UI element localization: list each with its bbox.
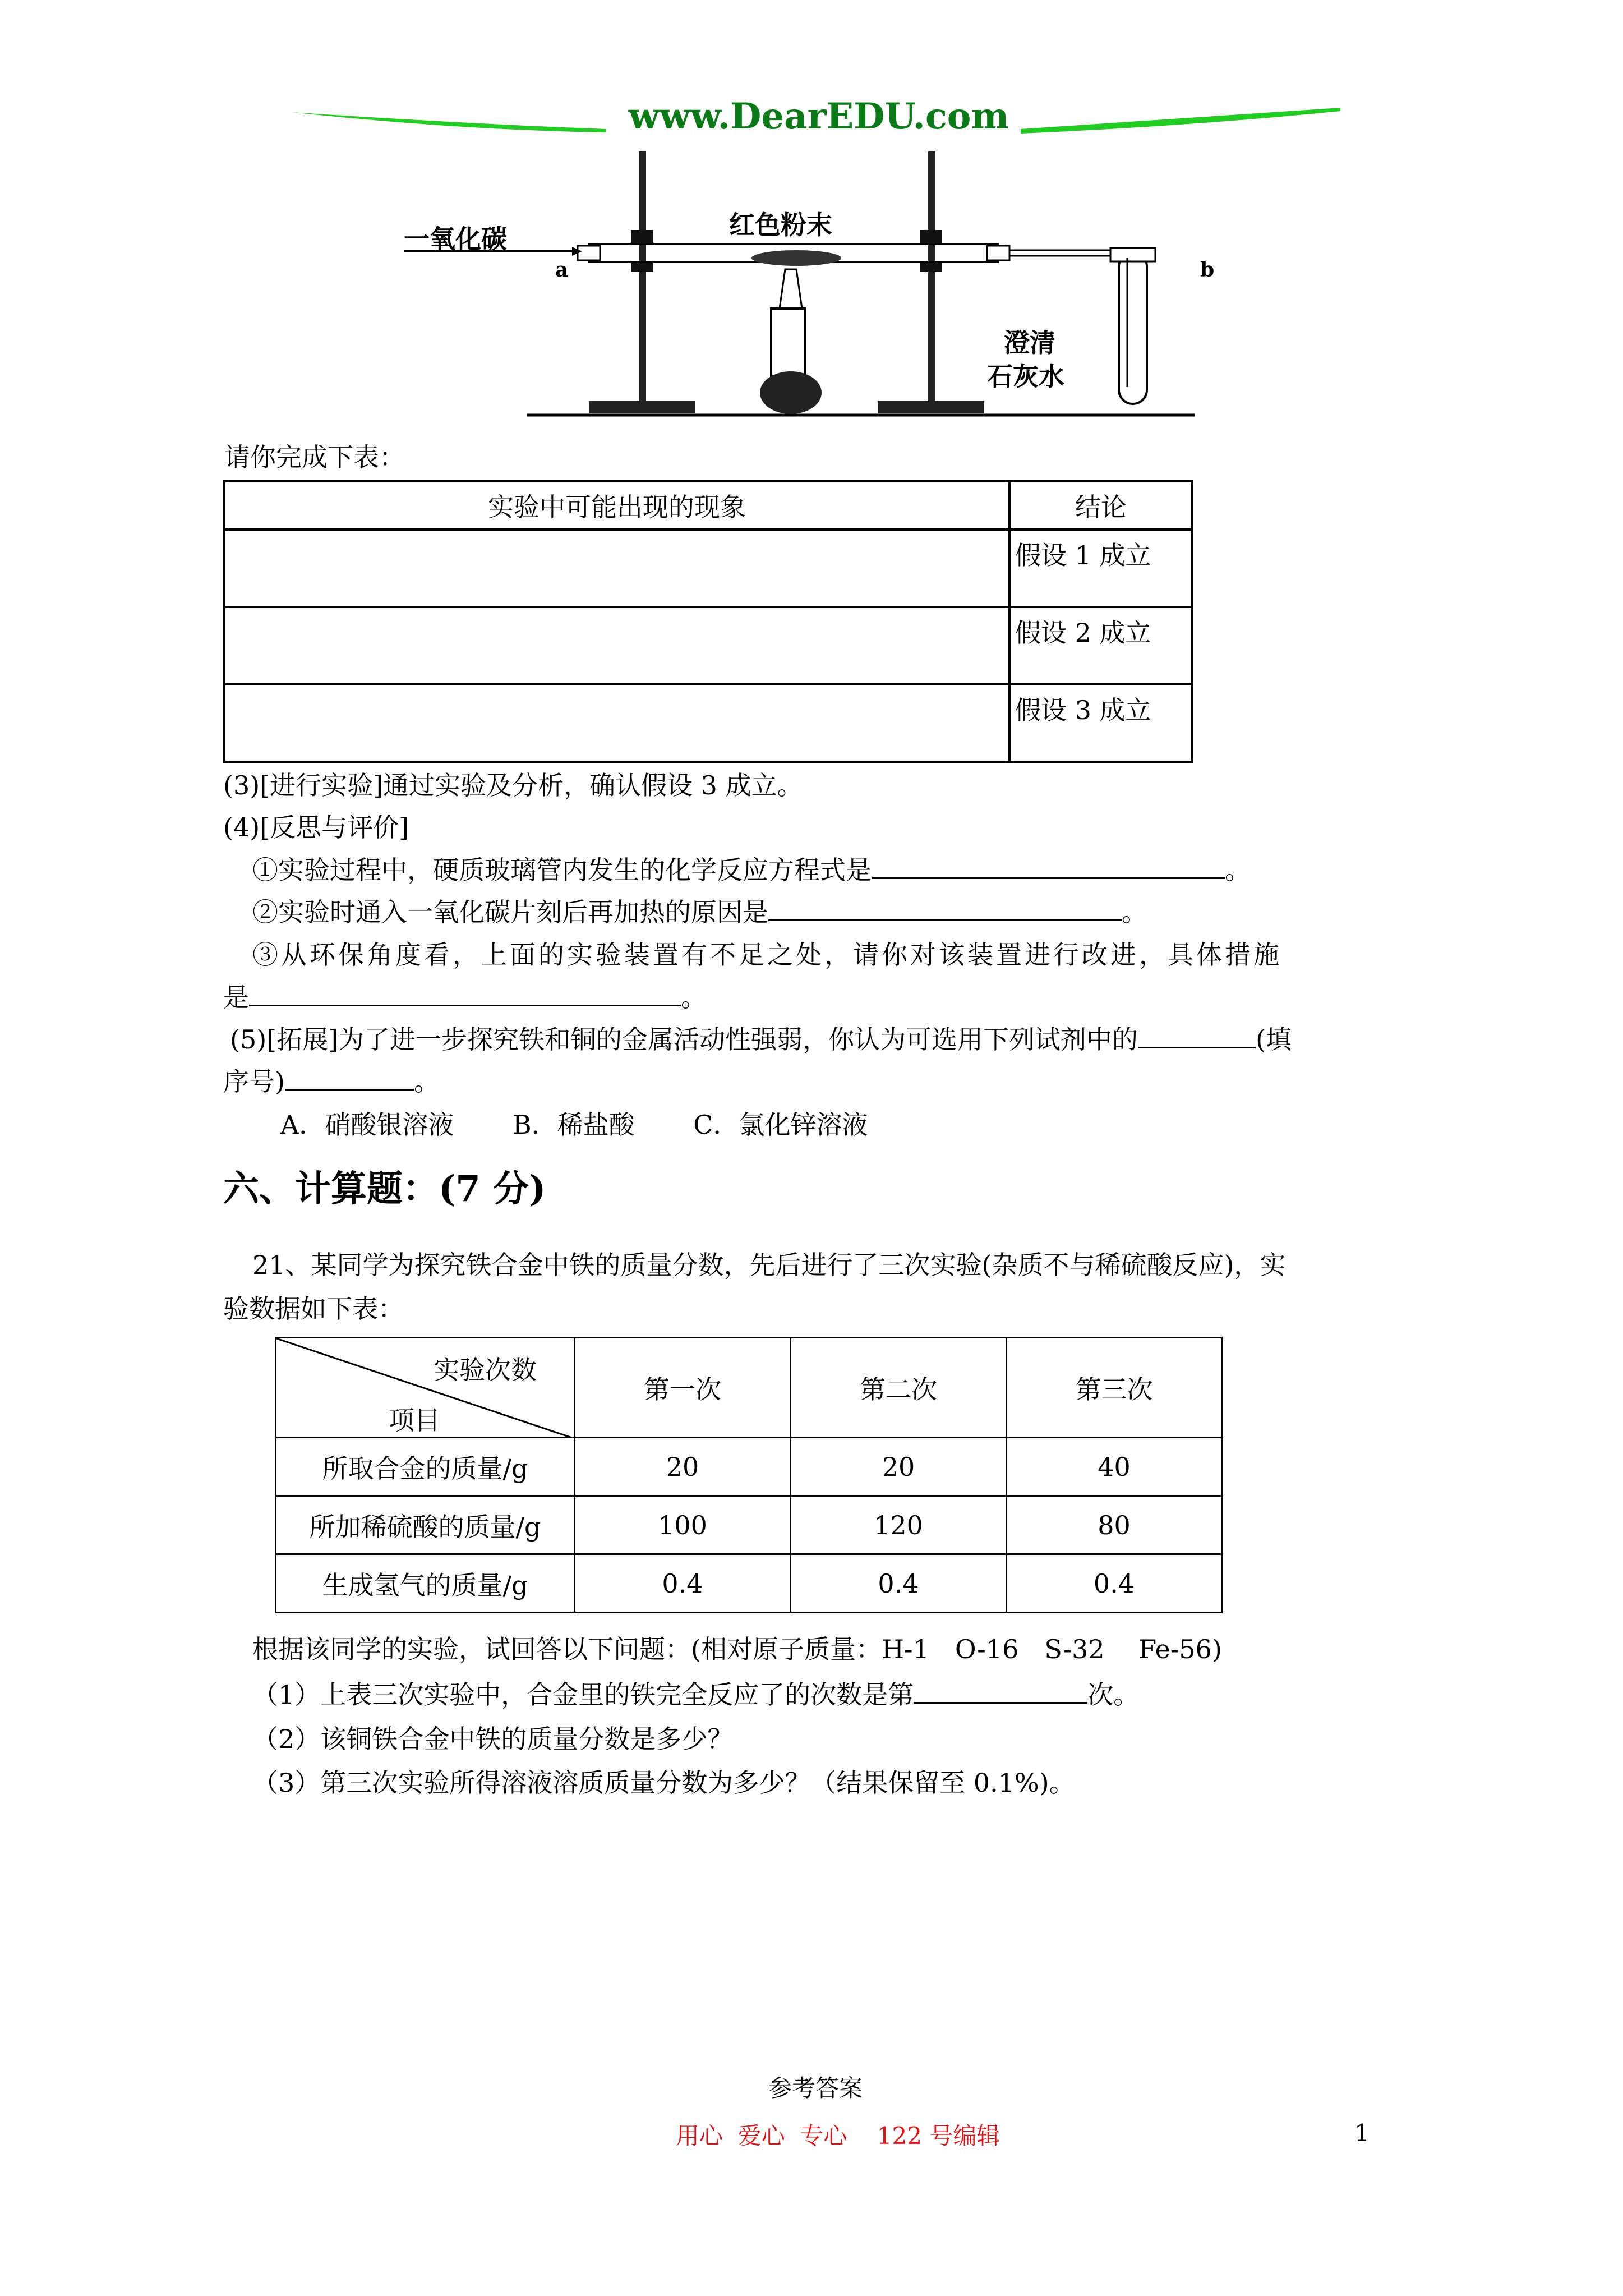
answer-blank-4-3[interactable] bbox=[249, 980, 681, 1006]
label-limewater-2: 石灰水 bbox=[987, 361, 1064, 392]
question-4-2-end: 。 bbox=[1122, 897, 1147, 927]
sub-question-1 bbox=[252, 1677, 1139, 1711]
conclusion-cell: 假设 3 成立 bbox=[1009, 684, 1192, 762]
label-outlet-b: b bbox=[1200, 258, 1215, 282]
table1-intro: 请你完成下表： bbox=[224, 442, 405, 472]
label-limewater-1: 澄清 bbox=[1004, 328, 1055, 358]
header-logo bbox=[292, 95, 1340, 146]
table-cell: 0.4 bbox=[575, 1554, 791, 1613]
question-5-options bbox=[280, 1108, 868, 1142]
hypothesis-table bbox=[223, 480, 1193, 763]
column-header: 第三次 bbox=[1007, 1338, 1222, 1438]
table-corner-cell bbox=[276, 1338, 575, 1438]
row-label: 所取合金的质量/g bbox=[276, 1438, 575, 1496]
question-4-3-line1: ③从环保角度看，上面的实验装置有不足之处，请你对该装置进行改进，具体措施 bbox=[252, 940, 1282, 970]
option-b[interactable]: B．稀盐酸 bbox=[512, 1110, 635, 1140]
apparatus-diagram bbox=[393, 151, 1215, 432]
question-4-1-text: ①实验过程中，硬质玻璃管内发生的化学反应方程式是 bbox=[252, 855, 872, 885]
sub-question-3: （3）第三次实验所得溶液溶质质量分数为多少？（结果保留至 0.1%)。 bbox=[252, 1768, 1075, 1798]
question-5-text-end: (填 bbox=[1256, 1024, 1292, 1055]
table-cell: 40 bbox=[1007, 1438, 1222, 1496]
column-header: 第一次 bbox=[575, 1338, 791, 1438]
question-5-line2 bbox=[223, 1064, 440, 1098]
table-row bbox=[224, 607, 1192, 684]
table-row bbox=[224, 530, 1192, 607]
table-header-cell: 结论 bbox=[1009, 481, 1192, 530]
answer-blank-5a[interactable] bbox=[1138, 1022, 1256, 1048]
label-co-gas: 一氧化碳 bbox=[404, 224, 507, 254]
question-4-3-end: 。 bbox=[681, 982, 707, 1013]
editor-note: 用心 爱心 专心 122 号编辑 bbox=[676, 2122, 1000, 2150]
table-cell: 0.4 bbox=[1007, 1554, 1222, 1613]
table-row bbox=[276, 1496, 1222, 1554]
question-4-3-text: 是 bbox=[223, 982, 249, 1013]
table-row bbox=[224, 684, 1192, 762]
table-cell: 20 bbox=[575, 1438, 791, 1496]
sub-question-2: （2）该铜铁合金中铁的质量分数是多少？ bbox=[252, 1724, 734, 1754]
corner-top-label: 实验次数 bbox=[434, 1355, 537, 1385]
question-5-line2-end: 。 bbox=[413, 1066, 440, 1097]
table-cell: 100 bbox=[575, 1496, 791, 1554]
question-4-2 bbox=[252, 895, 1147, 929]
answer-title: 参考答案 bbox=[768, 2074, 863, 2102]
question-4-1 bbox=[252, 853, 1251, 887]
section-6-title: 六、计算题：(7 分) bbox=[223, 1168, 546, 1210]
table-row bbox=[276, 1438, 1222, 1496]
phenomenon-cell[interactable] bbox=[224, 684, 1009, 762]
corner-bottom-label: 项目 bbox=[389, 1405, 440, 1435]
after-table-text: 根据该同学的实验，试回答以下问题：(相对原子质量：H-1 O-16 S-32 Fe-56) bbox=[252, 1634, 1222, 1664]
label-inlet-a: a bbox=[555, 258, 569, 282]
question-21-line2: 验数据如下表： bbox=[223, 1294, 404, 1324]
option-c[interactable]: C．氯化锌溶液 bbox=[693, 1110, 868, 1140]
table-cell: 80 bbox=[1007, 1496, 1222, 1554]
answer-blank-21-1[interactable] bbox=[914, 1677, 1087, 1704]
table-cell: 20 bbox=[791, 1438, 1007, 1496]
row-label: 生成氢气的质量/g bbox=[276, 1554, 575, 1613]
experiment-data-table bbox=[275, 1337, 1223, 1613]
question-4-2-text: ②实验时通入一氧化碳片刻后再加热的原因是 bbox=[252, 897, 768, 927]
question-4-1-end: 。 bbox=[1225, 855, 1251, 885]
para-4: (4)[反思与评价] bbox=[223, 812, 409, 843]
sub-question-1-end: 次。 bbox=[1087, 1680, 1140, 1710]
para-3: (3)[进行实验]通过实验及分析，确认假设 3 成立。 bbox=[223, 770, 803, 800]
sub-question-1-text: （1）上表三次实验中，合金里的铁完全反应了的次数是第 bbox=[252, 1680, 914, 1710]
conclusion-cell: 假设 2 成立 bbox=[1009, 607, 1192, 684]
table-row bbox=[276, 1554, 1222, 1613]
question-5-line1 bbox=[230, 1022, 1292, 1056]
answer-blank-4-2[interactable] bbox=[768, 895, 1122, 921]
table-cell: 0.4 bbox=[791, 1554, 1007, 1613]
logo-text: www.DearEDU.com bbox=[628, 95, 1009, 137]
label-red-powder: 红色粉末 bbox=[729, 210, 832, 240]
apparatus-drawing bbox=[393, 151, 1211, 432]
table-row bbox=[224, 481, 1192, 530]
question-5-line2-text: 序号) bbox=[223, 1066, 285, 1097]
phenomenon-cell[interactable] bbox=[224, 607, 1009, 684]
column-header: 第二次 bbox=[791, 1338, 1007, 1438]
table-header-cell: 实验中可能出现的现象 bbox=[224, 481, 1009, 530]
answer-blank-4-1[interactable] bbox=[872, 853, 1225, 879]
table-row bbox=[276, 1338, 1222, 1438]
question-4-3-line2 bbox=[223, 980, 707, 1014]
phenomenon-cell[interactable] bbox=[224, 530, 1009, 607]
option-a[interactable]: A．硝酸银溶液 bbox=[280, 1110, 454, 1140]
question-21-line1: 21、某同学为探究铁合金中铁的质量分数，先后进行了三次实验(杂质不与稀硫酸反应)，实 bbox=[252, 1250, 1286, 1280]
answer-blank-5b[interactable] bbox=[285, 1064, 414, 1091]
row-label: 所加稀硫酸的质量/g bbox=[276, 1496, 575, 1554]
conclusion-cell: 假设 1 成立 bbox=[1009, 530, 1192, 607]
table-cell: 120 bbox=[791, 1496, 1007, 1554]
question-5-text: (5)[拓展]为了进一步探究铁和铜的金属活动性强弱，你认为可选用下列试剂中的 bbox=[230, 1024, 1138, 1055]
page-number: 1 bbox=[1354, 2119, 1370, 2147]
